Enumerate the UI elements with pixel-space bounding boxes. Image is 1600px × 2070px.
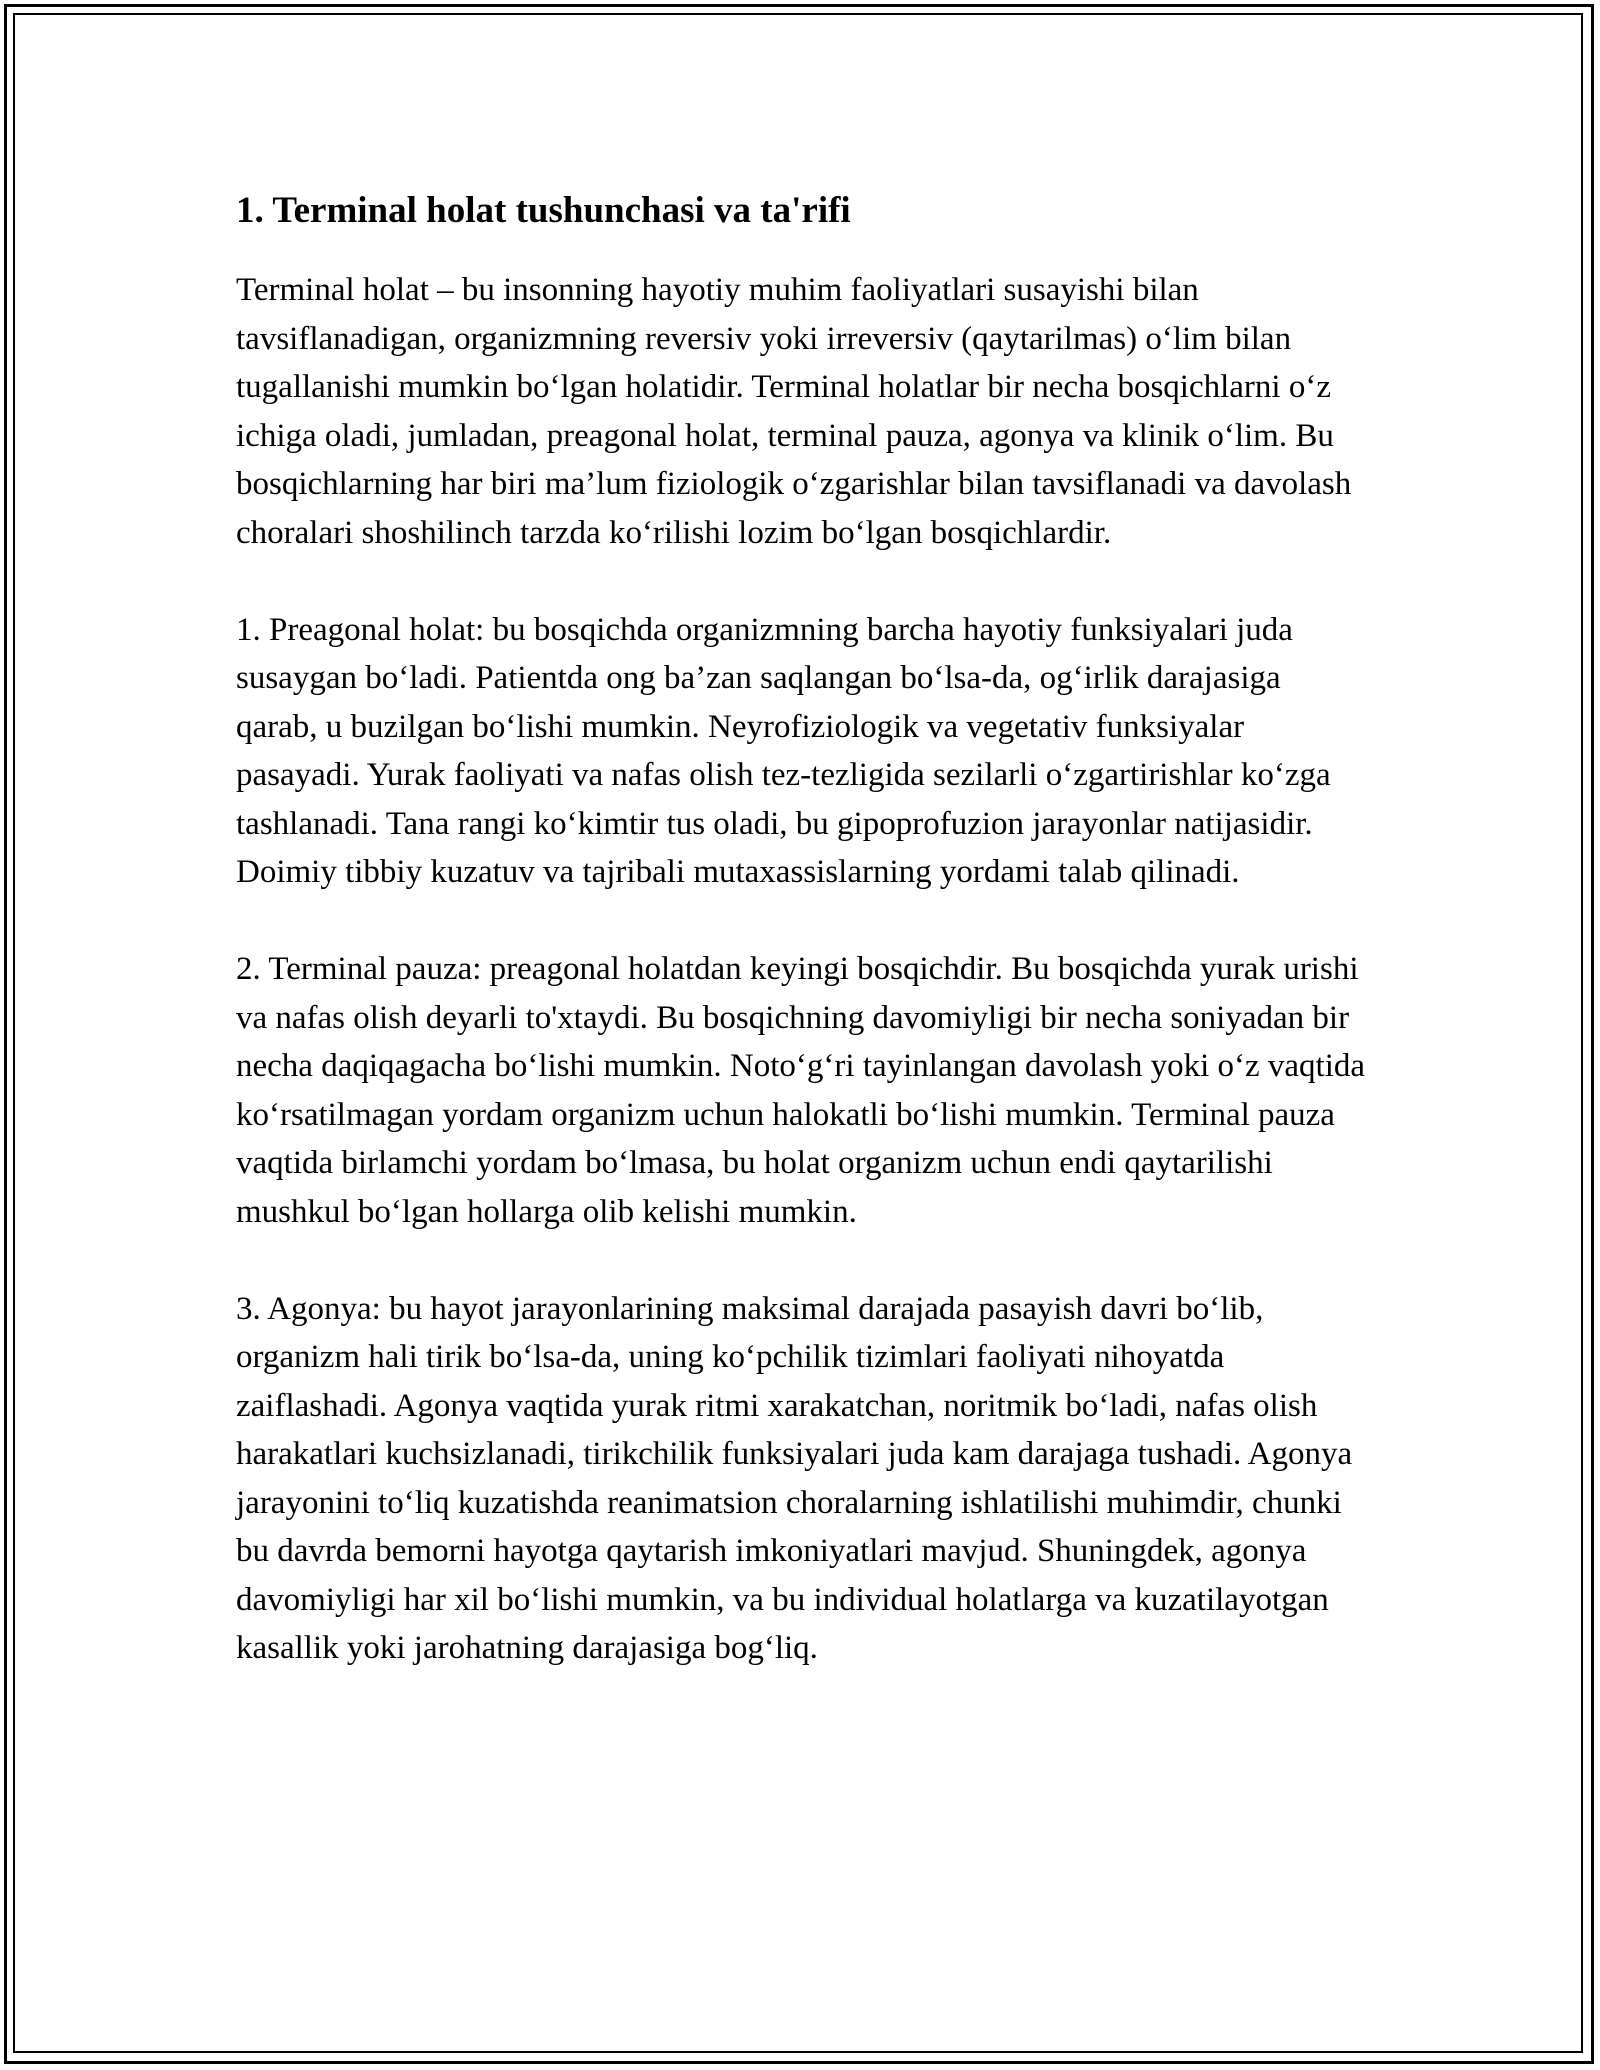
terminal-pause-paragraph: 2. Terminal pauza: preagonal holatdan keyingi bosqichdir. Bu bosqichda yurak urishi va nafas olish deyarli to'xtaydi. Bu bosqichning davomiyligi bir necha soniyadan bir necha daqiqagacha bo‘lishi mumkin. Noto‘g‘ri tayinlangan davolash yoki o‘z vaqtida ko‘rsatilmagan yordam organizm uchun halokatli bo‘lishi mumkin. Terminal pauza vaqtida birlamchi yordam bo‘lmasa, bu holat organizm uchun endi qaytarilishi mushkul bo‘lgan hollarga olib kelishi mumkin. — [236, 951, 1366, 1230]
preagonal-paragraph: 1. Preagonal holat: bu bosqichda organizmning barcha hayotiy funksiyalari juda susaygan bo‘ladi. Patientda ong ba’zan saqlangan bo‘lsa-da, og‘irlik darajasiga qarab, u buzilgan bo‘lishi mumkin. Neyrofiziologik va vegetativ funksiyalar pasayadi. Yurak faoliyati va nafas olish tez-tezligida sezilarli o‘zgartirishlar ko‘zga tashlanadi. Tana rangi ko‘kimtir tus oladi, bu gipoprofuzion jarayonlar natijasidir. Doimiy tibbiy kuzatuv va tajribali mutaxassislarning yordami talab qilinadi. — [236, 611, 1331, 890]
agonya-paragraph: 3. Agonya: bu hayot jarayonlarining maksimal darajada pasayish davri bo‘lib, organizm hali tirik bo‘lsa-da, uning ko‘pchilik tizimlari faoliyati nihoyatda zaiflashadi. Agonya vaqtida yurak ritmi xarakatchan, noritmik bo‘ladi, nafas olish harakatlari kuchsizlanadi, tirikchilik funksiyalari juda kam darajaga tushadi. Agonya jarayonini to‘liq kuzatishda reanimatsion choralarning ishlatilishi muhimdir, chunki bu davrda bemorni hayotga qaytarish imkoniyatlari mavjud. Shuningdek, agonya davomiyligi har xil bo‘lishi mumkin, va bu individual holatlarga va kuzatilayotgan kasallik yoki jarohatning darajasiga bog‘liq. — [236, 1290, 1353, 1666]
intro-paragraph: Terminal holat – bu insonning hayotiy muhim faoliyatlari susayishi bilan tavsiflanadigan, organizmning reversiv yoki irreversiv (qaytarilmas) o‘lim bilan tugallanishi mumkin bo‘lgan holatidir. Terminal holatlar bir necha bosqichlarni o‘z ichiga oladi, jumladan, preagonal holat, terminal pauza, agonya va klinik o‘lim. Bu bosqichlarning har biri ma’lum fiziologik o‘zgarishlar bilan tavsiflanadi va davolash choralari shoshilinch tarzda ko‘rilishi lozim bo‘lgan bosqichlardir. — [236, 272, 1352, 551]
document-body — [236, 186, 1366, 1721]
section-heading: 1. Terminal holat tushunchasi va ta'rifi — [236, 190, 851, 231]
